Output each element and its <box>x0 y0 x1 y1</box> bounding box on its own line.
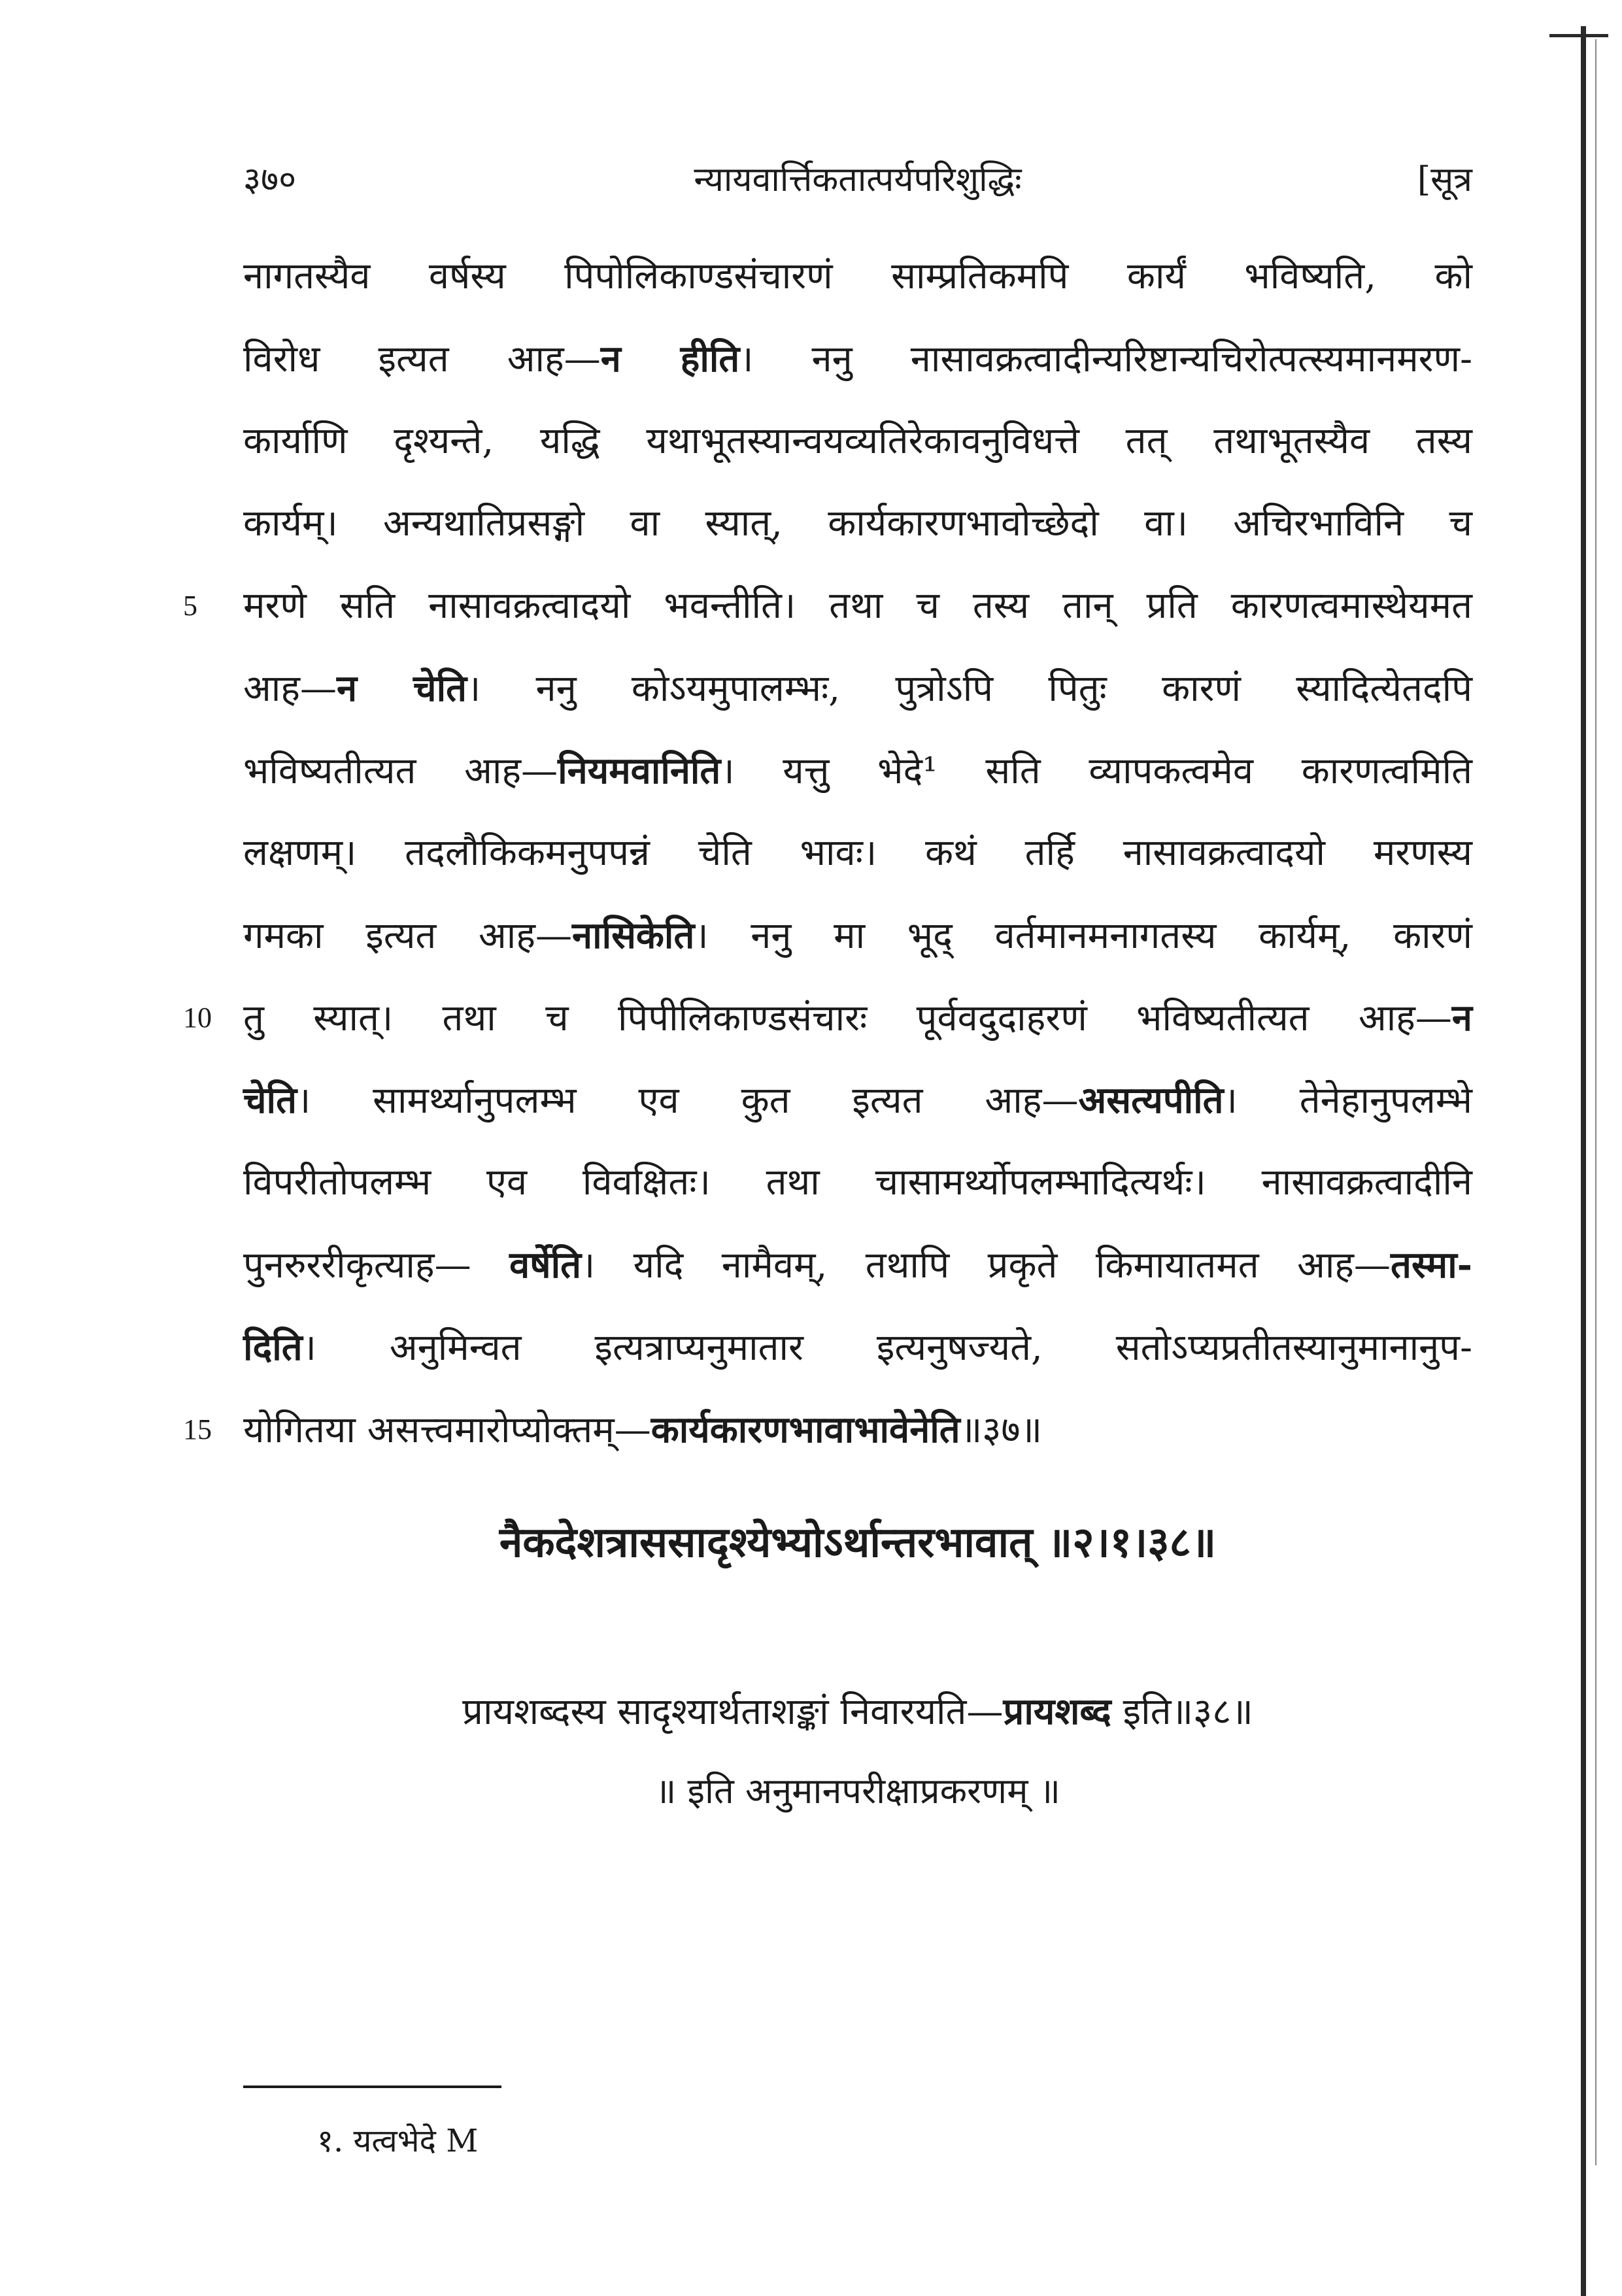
text-run: । ननु कोऽयमुपालम्भः, पुत्रोऽपि पितुः कारणं स्यादित्येतदपि <box>467 667 1472 710</box>
running-title: न्यायवार्त्तिकतात्पर्यपरिशुद्धिः <box>694 160 1022 199</box>
line-text <box>243 318 1472 401</box>
text-run: कार्यम्। अन्यथातिप्रसङ्गो वा स्यात्, कार्यकारणभावोच्छेदो वा। अचिरभाविनि च <box>243 502 1472 545</box>
text-run: विरोध इत्यत आह— <box>243 338 601 380</box>
bold-pratika: कार्यकारणभावाभावेनेति <box>650 1408 960 1451</box>
line-text <box>243 482 1472 565</box>
text-line <box>243 1306 1472 1389</box>
text-line <box>243 1224 1472 1306</box>
line-text <box>243 1306 1472 1389</box>
bold-pratika: दिति <box>243 1326 303 1369</box>
bold-pratika: न चेति <box>336 667 467 710</box>
line-text <box>243 894 1472 977</box>
line-text <box>243 235 1472 318</box>
text-run: इति॥३८॥ <box>1111 1691 1253 1733</box>
text-line <box>183 977 1472 1059</box>
text-line <box>243 1141 1472 1224</box>
line-text <box>243 647 1472 730</box>
text-run: गमका इत्यत आह— <box>243 915 572 957</box>
scan-edge-border-thin <box>1595 39 1597 2165</box>
text-run: । अनुमिन्वत इत्यत्राप्यनुमातार इत्यनुषज्यते, सतोऽप्यप्रतीतस्यानुमानानुप- <box>302 1326 1472 1369</box>
line-number: 5 <box>183 590 197 622</box>
text-line <box>183 565 1472 647</box>
bold-pratika: प्रायशब्द <box>1003 1690 1111 1733</box>
section-label: [सूत्र <box>1417 160 1472 199</box>
text-run: लक्षणम्। तदलौकिकमनुपपन्नं चेति भावः। कथं तर्हि नासावक्रत्वादयो मरणस्य <box>243 832 1472 874</box>
page-number: ३७० <box>243 160 297 199</box>
line-text <box>243 977 1472 1060</box>
bold-pratika: तस्मा- <box>1391 1243 1472 1287</box>
chapter-colophon: ॥ इति अनुमानपरीक्षाप्रकरणम् ॥ <box>654 1770 1060 1812</box>
footnote-rule <box>243 2085 501 2088</box>
sutra-commentary <box>243 1670 1472 1753</box>
text-run: नागतस्यैव वर्षस्य पिपोलिकाण्डसंचारणं साम्प्रतिकमपि कार्यं भविष्यति, को <box>243 255 1472 297</box>
bold-pratika: असत्यपीति <box>1078 1079 1224 1122</box>
running-header <box>243 154 1472 206</box>
text-line <box>243 482 1472 565</box>
text-run: विपरीतोपलम्भ एव विवक्षितः। तथा चासामर्थ्योपलम्भादित्यर्थः। नासावक्रत्वादीनि <box>243 1161 1472 1204</box>
text-run: । तेनेहानुपलम्भे <box>1223 1079 1472 1122</box>
text-run: । सामर्थ्यानुपलम्भ एव कुत इत्यत आह— <box>296 1079 1079 1122</box>
line-text <box>243 565 1472 647</box>
line-text <box>243 1389 1472 1472</box>
text-line <box>243 894 1472 977</box>
line-number: 10 <box>183 1002 212 1034</box>
text-run: प्रायशब्दस्य सादृश्यार्थताशङ्कां निवारयति— <box>462 1691 1004 1733</box>
footnote: १. यत्वभेदे M <box>317 2123 479 2159</box>
text-line <box>243 400 1472 482</box>
line-text <box>243 812 1472 894</box>
text-run: । यत्तु भेदे¹ सति व्यापकत्वमेव कारणत्वमिति <box>720 750 1472 792</box>
bold-pratika: न हीति <box>600 337 740 380</box>
line-text <box>243 400 1472 482</box>
text-run: कार्याणि दृश्यन्ते, यद्धि यथाभूतस्यान्वयव्यतिरेकावनुविधत्ते तत् तथाभूतस्यैव तस्य <box>243 420 1472 462</box>
bold-pratika: न <box>1451 996 1472 1039</box>
text-run: । ननु नासावक्रत्वादीन्यरिष्टान्यचिरोत्पत्स्यमानमरण- <box>739 338 1472 380</box>
bold-pratika: चेति <box>243 1079 297 1122</box>
text-line <box>243 647 1472 730</box>
text-line <box>243 1059 1472 1141</box>
bold-pratika: नियमवानिति <box>558 749 721 792</box>
text-run: तु स्यात्। तथा च पिपीलिकाण्डसंचारः पूर्ववदुदाहरणं भविष्यतीत्यत आह— <box>243 997 1452 1039</box>
text-line <box>243 812 1472 894</box>
bold-pratika: नासिकेति <box>571 914 695 957</box>
line-text <box>243 1141 1472 1224</box>
commentary-body <box>183 235 1472 1471</box>
text-run: । यदि नामैवम्, तथापि प्रकृते किमायातमत आह— <box>581 1244 1391 1287</box>
text-run: । ननु मा भूद् वर्तमानमनागतस्य कार्यम्, कारणं <box>694 915 1472 957</box>
bold-pratika: वर्षेति <box>509 1243 582 1287</box>
text-line <box>243 318 1472 400</box>
text-run: योगितया असत्त्वमारोप्योक्तम्— <box>243 1409 651 1451</box>
line-text <box>243 1059 1472 1142</box>
text-run: ॥३७॥ <box>960 1409 1043 1451</box>
text-line <box>183 1389 1472 1471</box>
text-run: पुनरुररीकृत्याह— <box>243 1244 510 1287</box>
line-text <box>243 730 1472 813</box>
text-run: मरणे सति नासावक्रत्वादयो भवन्तीति। तथा च तस्य तान् प्रति कारणत्वमास्थेयमत <box>243 584 1472 627</box>
sutra-heading: नैकदेशत्राससादृश्येभ्योऽर्थान्तरभावात् ॥२।१।३८॥ <box>499 1518 1217 1567</box>
text-line <box>243 730 1472 812</box>
text-run: भविष्यतीत्यत आह— <box>243 750 558 792</box>
text-line <box>243 235 1472 318</box>
text-run: आह— <box>243 667 337 710</box>
line-text <box>243 1224 1472 1307</box>
scan-edge-border <box>1581 26 1586 2296</box>
scan-edge-mark <box>1549 34 1608 37</box>
line-number: 15 <box>183 1413 212 1445</box>
